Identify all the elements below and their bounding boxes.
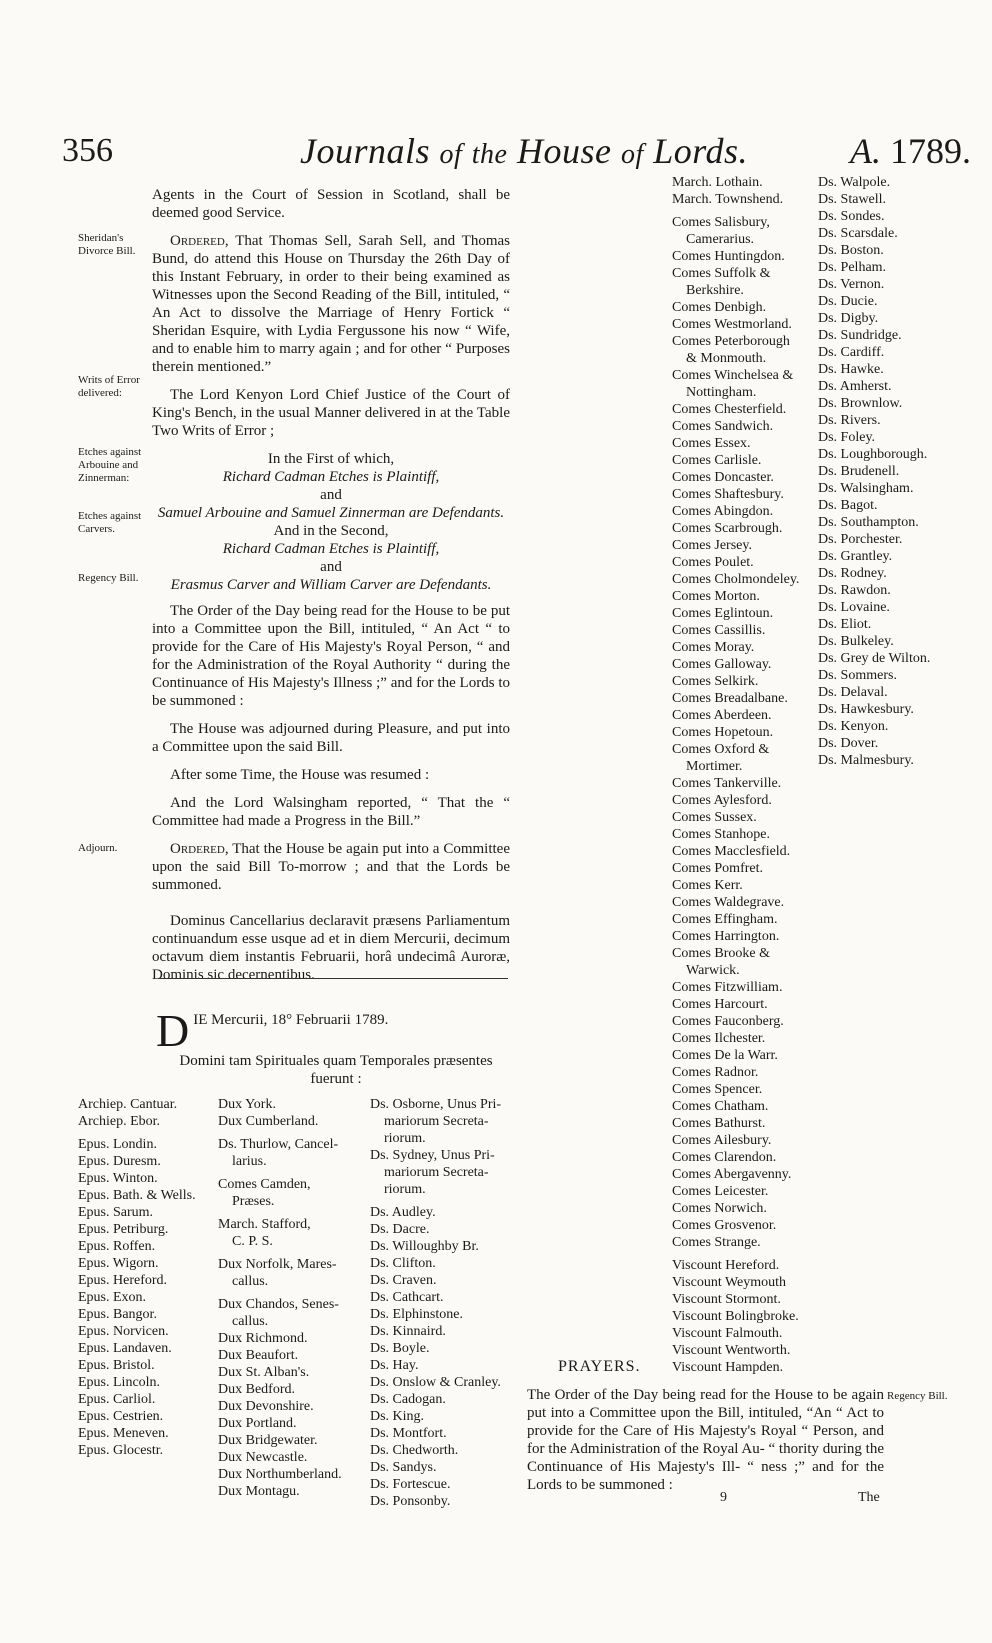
lord-entry: Comes Norwich. xyxy=(672,1201,767,1216)
lord-entry: March. Townshend. xyxy=(672,192,784,207)
lord-entry: Ds. Thurlow, Cancel- xyxy=(218,1137,339,1152)
lord-entry: Præses. xyxy=(232,1194,275,1209)
lord-entry: Ds. Chedworth. xyxy=(370,1443,459,1458)
lord-entry: Nottingham. xyxy=(686,385,757,400)
lord-entry: Ds. Sondes. xyxy=(818,209,885,224)
lord-entry: Comes Strange. xyxy=(672,1235,761,1250)
lord-entry: Dux Norfolk, Mares- xyxy=(218,1257,337,1272)
lord-entry: Ds. Brudenell. xyxy=(818,464,900,479)
lord-entry: Ds. Southampton. xyxy=(818,515,919,530)
lord-entry: mariorum Secreta- xyxy=(384,1165,489,1180)
lord-entry: callus. xyxy=(232,1274,269,1289)
lord-entry: Ds. Clifton. xyxy=(370,1256,436,1271)
lord-entry: Epus. Winton. xyxy=(78,1171,158,1186)
lord-entry: Ds. Fortescue. xyxy=(370,1477,451,1492)
lord-entry: callus. xyxy=(232,1314,269,1329)
lord-entry: Ds. Amherst. xyxy=(818,379,892,394)
title-lords: Lords. xyxy=(653,131,748,171)
lord-entry: Comes Chesterfield. xyxy=(672,402,787,417)
lord-entry: Ds. Lovaine. xyxy=(818,600,890,615)
lord-entry: Comes Selkirk. xyxy=(672,674,759,689)
lord-entry: Ds. Cardiff. xyxy=(818,345,885,360)
lord-entry: Archiep. Cantuar. xyxy=(78,1097,178,1112)
die-text: IE Mercurii, 18° Februarii 1789. xyxy=(193,1012,389,1028)
lord-entry: Epus. Hereford. xyxy=(78,1273,168,1288)
lord-entry: Epus. Glocestr. xyxy=(78,1443,164,1458)
page-number: 356 xyxy=(62,132,113,169)
lord-entry: Comes Scarbrough. xyxy=(672,521,783,536)
prayers-heading: PRAYERS. xyxy=(558,1358,641,1375)
lord-entry: Comes Radnor. xyxy=(672,1065,759,1080)
lord-entry: Dux Richmond. xyxy=(218,1331,308,1346)
lord-entry: Ds. Scarsdale. xyxy=(818,226,898,241)
paragraph-regency-order: The Order of the Day being read for the House to be put into a Committee upon the Bill, intituled, “ An Act “ to provide for the Care of His Majesty's Royal Person, “ and for the Administration of the Royal Authority “ during the Continuance of His Majesty's Illness ;” and for the Lords to be summoned : xyxy=(152,603,510,709)
lords-column-3 xyxy=(370,1096,520,1510)
lord-entry: Ds. Rodney. xyxy=(818,566,887,581)
lord-entry: Epus. Duresm. xyxy=(78,1154,161,1169)
lord-entry: Comes Eglintoun. xyxy=(672,606,774,621)
lord-entry: Epus. Landaven. xyxy=(78,1341,172,1356)
lord-entry: Ds. Boyle. xyxy=(370,1341,430,1356)
lord-entry: Epus. Sarum. xyxy=(78,1205,154,1220)
lord-entry: Comes Galloway. xyxy=(672,657,772,672)
lord-entry: Comes Huntingdon. xyxy=(672,249,785,264)
lord-entry: & Monmouth. xyxy=(686,351,767,366)
lord-entry: Comes Camden, xyxy=(218,1177,311,1192)
lord-entry: Ds. Foley. xyxy=(818,430,876,445)
lord-entry: Ds. Hay. xyxy=(370,1358,419,1373)
writ-line: Erasmus Carver and William Carver are Defendants. xyxy=(170,577,492,593)
lord-entry: Ds. Malmesbury. xyxy=(818,753,914,768)
lord-entry: Ds. Rivers. xyxy=(818,413,881,428)
lord-entry: Ds. Onslow & Cranley. xyxy=(370,1375,501,1390)
lord-entry: Berkshire. xyxy=(686,283,744,298)
lord-entry: Ds. Audley. xyxy=(370,1205,436,1220)
lord-entry: Ds. Walsingham. xyxy=(818,481,914,496)
lord-entry: Dux Chandos, Senes- xyxy=(218,1297,339,1312)
lord-entry: Comes Fauconberg. xyxy=(672,1014,784,1029)
domini-heading: Domini tam Spirituales quam Temporales præsentes fuerunt : xyxy=(179,1053,493,1087)
lords-column-2 xyxy=(218,1096,358,1500)
lord-entry: Dux Montagu. xyxy=(218,1484,300,1499)
lord-entry: Epus. Carliol. xyxy=(78,1392,156,1407)
section-divider xyxy=(158,978,508,979)
lord-entry: Comes Grosvenor. xyxy=(672,1218,777,1233)
writ-line: and xyxy=(320,487,342,503)
lord-entry: Ds. Boston. xyxy=(818,243,884,258)
title-of: of xyxy=(439,139,463,170)
lord-entry: Epus. Roffen. xyxy=(78,1239,156,1254)
lord-entry: Ds. Loughborough. xyxy=(818,447,928,462)
lords-column-1 xyxy=(78,1096,208,1459)
main-text xyxy=(152,186,510,994)
lord-entry: Ds. Cadogan. xyxy=(370,1392,446,1407)
lord-entry: Comes Essex. xyxy=(672,436,751,451)
lord-entry: Comes Sussex. xyxy=(672,810,757,825)
lord-entry: Comes Westmorland. xyxy=(672,317,792,332)
lord-entry: Dux Bedford. xyxy=(218,1382,295,1397)
lord-entry: Ds. Kenyon. xyxy=(818,719,889,734)
lord-entry: Epus. Cestrien. xyxy=(78,1409,164,1424)
lord-entry: mariorum Secreta- xyxy=(384,1114,489,1129)
lord-entry: Ds. Bagot. xyxy=(818,498,878,513)
lord-entry: Ds. Grantley. xyxy=(818,549,893,564)
lord-entry: Dux York. xyxy=(218,1097,276,1112)
lord-entry: Comes Moray. xyxy=(672,640,755,655)
lord-entry: Ds. Dacre. xyxy=(370,1222,430,1237)
lord-entry: Ds. Grey de Wilton. xyxy=(818,651,931,666)
lord-entry: Ds. Brownlow. xyxy=(818,396,903,411)
lord-entry: Comes Ilchester. xyxy=(672,1031,766,1046)
lord-entry: Ds. Sandys. xyxy=(370,1460,437,1475)
lord-entry: Comes Denbigh. xyxy=(672,300,767,315)
lord-entry: Comes Carlisle. xyxy=(672,453,762,468)
lord-entry: Comes Tankerville. xyxy=(672,776,782,791)
lord-entry: Comes Suffolk & xyxy=(672,266,771,281)
lords-column-4 xyxy=(672,174,812,1376)
lord-entry: Comes Breadalbane. xyxy=(672,691,788,706)
lord-entry: Comes Leicester. xyxy=(672,1184,769,1199)
lord-entry: Dux Cumberland. xyxy=(218,1114,319,1129)
ordered-label: Ordered, xyxy=(170,841,229,857)
lord-entry: Mortimer. xyxy=(686,759,743,774)
lord-entry: Ds. Rawdon. xyxy=(818,583,891,598)
lord-entry: Comes Macclesfield. xyxy=(672,844,791,859)
lord-entry: Ds. Walpole. xyxy=(818,175,891,190)
writ-line: Richard Cadman Etches is Plaintiff, xyxy=(222,541,440,557)
lord-entry: Comes Oxford & xyxy=(672,742,770,757)
lord-entry: Comes Winchelsea & xyxy=(672,368,794,383)
lord-entry: Comes Jersey. xyxy=(672,538,752,553)
lord-entry: riorum. xyxy=(384,1131,426,1146)
lord-entry: Comes Abingdon. xyxy=(672,504,774,519)
writ-line: And in the Second, xyxy=(273,523,389,539)
writ-line: In the First of which, xyxy=(267,451,395,467)
lord-entry: Comes Brooke & xyxy=(672,946,770,961)
lord-entry: Viscount Hampden. xyxy=(672,1360,784,1375)
lord-entry: C. P. S. xyxy=(232,1234,273,1249)
title-house: House xyxy=(517,131,612,171)
margin-note-etches-2: Etches against Carvers. xyxy=(78,510,142,535)
lord-entry: Comes Pomfret. xyxy=(672,861,763,876)
lord-entry: Ds. Pelham. xyxy=(818,260,887,275)
lord-entry: Ds. Sundridge. xyxy=(818,328,902,343)
ordered-label: Ordered, xyxy=(170,233,229,249)
lord-entry: Comes De la Warr. xyxy=(672,1048,778,1063)
lord-entry: Epus. Norvicen. xyxy=(78,1324,169,1339)
lord-entry: Comes Morton. xyxy=(672,589,760,604)
lord-entry: Dux Northumberland. xyxy=(218,1467,342,1482)
lord-entry: Ds. Osborne, Unus Pri- xyxy=(370,1097,502,1112)
die-heading xyxy=(156,1005,516,1056)
paragraph-reported: And the Lord Walsingham reported, “ That the “ Committee had made a Progress in the Bill.” xyxy=(152,795,510,829)
lord-entry: Ds. Bulkeley. xyxy=(818,634,894,649)
lord-entry: Epus. Lincoln. xyxy=(78,1375,161,1390)
lord-entry: March. Lothain. xyxy=(672,175,763,190)
lord-entry: Dux Bridgewater. xyxy=(218,1433,318,1448)
lord-entry: Comes Shaftesbury. xyxy=(672,487,784,502)
lord-entry: Ds. Sommers. xyxy=(818,668,897,683)
paragraph-regency-again: The Order of the Day being read for the House to be again put into a Committee upon the Bill, intituled, “An “ Act to provide for the Care of His Majesty's Royal “ Person, and for the Administration of the Royal Au- “ thority during the Continuance of His Majesty's Ill- “ ness ;” and for the Lords to be summoned : xyxy=(527,1387,884,1493)
page-year xyxy=(850,130,971,172)
paragraph-adjourned: The House was adjourned during Pleasure, and put into a Committee upon the said Bill. xyxy=(152,721,510,755)
lords-column-5 xyxy=(818,174,958,769)
lord-entry: Comes Aylesford. xyxy=(672,793,772,808)
lord-entry: Ds. Montfort. xyxy=(370,1426,447,1441)
lord-entry: Comes Abergavenny. xyxy=(672,1167,792,1182)
title-journals: Journals xyxy=(300,131,430,171)
paragraph-dominus: Dominus Cancellarius declaravit præsens Parliamentum continuandum esse usque ad et in diem Mercurii, decimum octavum diem instantis Februarii, horâ undecimâ Auroræ, Dominis sic decernentibus. xyxy=(152,913,510,983)
lord-entry: riorum. xyxy=(384,1182,426,1197)
paragraph-ordered-committee xyxy=(152,840,510,894)
margin-note-sheridan: Sheridan's Divorce Bill. xyxy=(78,232,136,257)
drop-cap: D xyxy=(156,1005,190,1056)
lord-entry: Ds. Craven. xyxy=(370,1273,437,1288)
lord-entry: Ds. Dover. xyxy=(818,736,879,751)
year-value: 1789. xyxy=(890,131,971,171)
lord-entry: Ds. Cathcart. xyxy=(370,1290,444,1305)
lord-entry: Comes Spencer. xyxy=(672,1082,763,1097)
lord-entry: Comes Chatham. xyxy=(672,1099,769,1114)
lord-entry: Viscount Stormont. xyxy=(672,1292,781,1307)
lord-entry: Ds. Eliot. xyxy=(818,617,872,632)
year-a: A. xyxy=(850,131,881,171)
lord-entry: Comes Poulet. xyxy=(672,555,754,570)
lord-entry: Dux Portland. xyxy=(218,1416,297,1431)
lord-entry: Epus. Petriburg. xyxy=(78,1222,169,1237)
paragraph-agents: Agents in the Court of Session in Scotland, shall be deemed good Service. xyxy=(152,187,510,221)
margin-note-adjourn: Adjourn. xyxy=(78,842,118,854)
lord-entry: Dux Beaufort. xyxy=(218,1348,299,1363)
paragraph-writs: The Lord Kenyon Lord Chief Justice of the Court of King's Bench, in the usual Manner delivered in at the Table Two Writs of Error ; xyxy=(152,387,510,439)
title-the: the xyxy=(471,139,508,170)
lord-entry: Comes Fitzwilliam. xyxy=(672,980,783,995)
lord-entry: Comes Clarendon. xyxy=(672,1150,777,1165)
lord-entry: Ds. Delaval. xyxy=(818,685,888,700)
lord-entry: March. Stafford, xyxy=(218,1217,311,1232)
lord-entry: Viscount Hereford. xyxy=(672,1258,780,1273)
lord-entry: Viscount Falmouth. xyxy=(672,1326,783,1341)
lord-entry: Ds. Digby. xyxy=(818,311,879,326)
lord-entry: Comes Aberdeen. xyxy=(672,708,772,723)
lord-entry: Ds. Hawke. xyxy=(818,362,884,377)
lord-entry: Comes Ailesbury. xyxy=(672,1133,772,1148)
lord-entry: Ds. Ducie. xyxy=(818,294,878,309)
lord-entry: Comes Hopetoun. xyxy=(672,725,774,740)
lord-entry: Warwick. xyxy=(686,963,740,978)
lord-entry: Comes Harrington. xyxy=(672,929,780,944)
lord-entry: Epus. Bristol. xyxy=(78,1358,155,1373)
paragraph-ordered-witnesses xyxy=(152,232,510,376)
lord-entry: Epus. Exon. xyxy=(78,1290,147,1305)
lord-entry: Comes Stanhope. xyxy=(672,827,770,842)
catchword: The xyxy=(858,1490,880,1505)
lord-entry: Dux Newcastle. xyxy=(218,1450,308,1465)
lord-entry: Ds. Sydney, Unus Pri- xyxy=(370,1148,495,1163)
lord-entry: Archiep. Ebor. xyxy=(78,1114,161,1129)
lord-entry: Ds. Ponsonby. xyxy=(370,1494,451,1509)
lord-entry: Ds. Hawkesbury. xyxy=(818,702,914,717)
margin-note-regency: Regency Bill. xyxy=(78,572,139,584)
lord-entry: Viscount Bolingbroke. xyxy=(672,1309,799,1324)
page-title xyxy=(300,130,748,172)
lord-entry: Comes Salisbury, xyxy=(672,215,770,230)
paragraph-resumed: After some Time, the House was resumed : xyxy=(170,767,430,783)
signature-mark: 9 xyxy=(720,1490,727,1505)
lord-entry: Comes Peterborough xyxy=(672,334,790,349)
lord-entry: Comes Doncaster. xyxy=(672,470,774,485)
lord-entry: Comes Cholmondeley. xyxy=(672,572,800,587)
lord-entry: Comes Waldegrave. xyxy=(672,895,785,910)
lord-entry: Epus. Bath. & Wells. xyxy=(78,1188,196,1203)
lord-entry: Comes Effingham. xyxy=(672,912,778,927)
lord-entry: larius. xyxy=(232,1154,267,1169)
lord-entry: Camerarius. xyxy=(686,232,755,247)
lord-entry: Ds. Vernon. xyxy=(818,277,885,292)
margin-note-regency-2: Regency Bill. xyxy=(887,1390,948,1402)
lord-entry: Viscount Wentworth. xyxy=(672,1343,791,1358)
lord-entry: Dux St. Alban's. xyxy=(218,1365,310,1380)
margin-note-etches-1: Etches against Arbouine and Zinnerman: xyxy=(78,446,142,484)
lord-entry: Epus. Meneven. xyxy=(78,1426,169,1441)
lord-entry: Epus. Bangor. xyxy=(78,1307,157,1322)
lord-entry: Comes Cassillis. xyxy=(672,623,766,638)
lord-entry: Comes Sandwich. xyxy=(672,419,774,434)
lord-entry: Comes Kerr. xyxy=(672,878,743,893)
lord-entry: Epus. Wigorn. xyxy=(78,1256,159,1271)
lord-entry: Ds. Kinnaird. xyxy=(370,1324,446,1339)
lord-entry: Ds. Elphinstone. xyxy=(370,1307,463,1322)
lord-entry: Ds. King. xyxy=(370,1409,425,1424)
lord-entry: Comes Harcourt. xyxy=(672,997,768,1012)
margin-note-writs: Writs of Error delivered: xyxy=(78,374,140,399)
lord-entry: Viscount Weymouth xyxy=(672,1275,787,1290)
writ-line: Richard Cadman Etches is Plaintiff, xyxy=(222,469,440,485)
lord-entry: Ds. Stawell. xyxy=(818,192,887,207)
writ-line: Samuel Arbouine and Samuel Zinnerman are Defendants. xyxy=(157,505,505,521)
lord-entry: Ds. Porchester. xyxy=(818,532,903,547)
lord-entry: Epus. Londin. xyxy=(78,1137,157,1152)
title-of-2: of xyxy=(621,139,644,170)
ordered-text: That the House be again put into a Committee upon the said Bill To-morrow ; and that the Lords be summoned. xyxy=(152,841,510,893)
lord-entry: Comes Bathurst. xyxy=(672,1116,766,1131)
lord-entry: Ds. Willoughby Br. xyxy=(370,1239,479,1254)
lord-entry: Dux Devonshire. xyxy=(218,1399,314,1414)
writ-line: and xyxy=(320,559,342,575)
ordered-text: That Thomas Sell, Sarah Sell, and Thomas Bund, do attend this House on Thursday the 26th Day of this Instant February, in order to their being examined as Witnesses upon the Second Reading of the Bill, intituled, “ An Act to dissolve the Marriage of Henry Fortick “ Sheridan Esquire, with Lydia Fergussone his now “ Wife, and to enable him to marry again ; and for other “ Purposes therein mentioned.” xyxy=(152,233,510,375)
